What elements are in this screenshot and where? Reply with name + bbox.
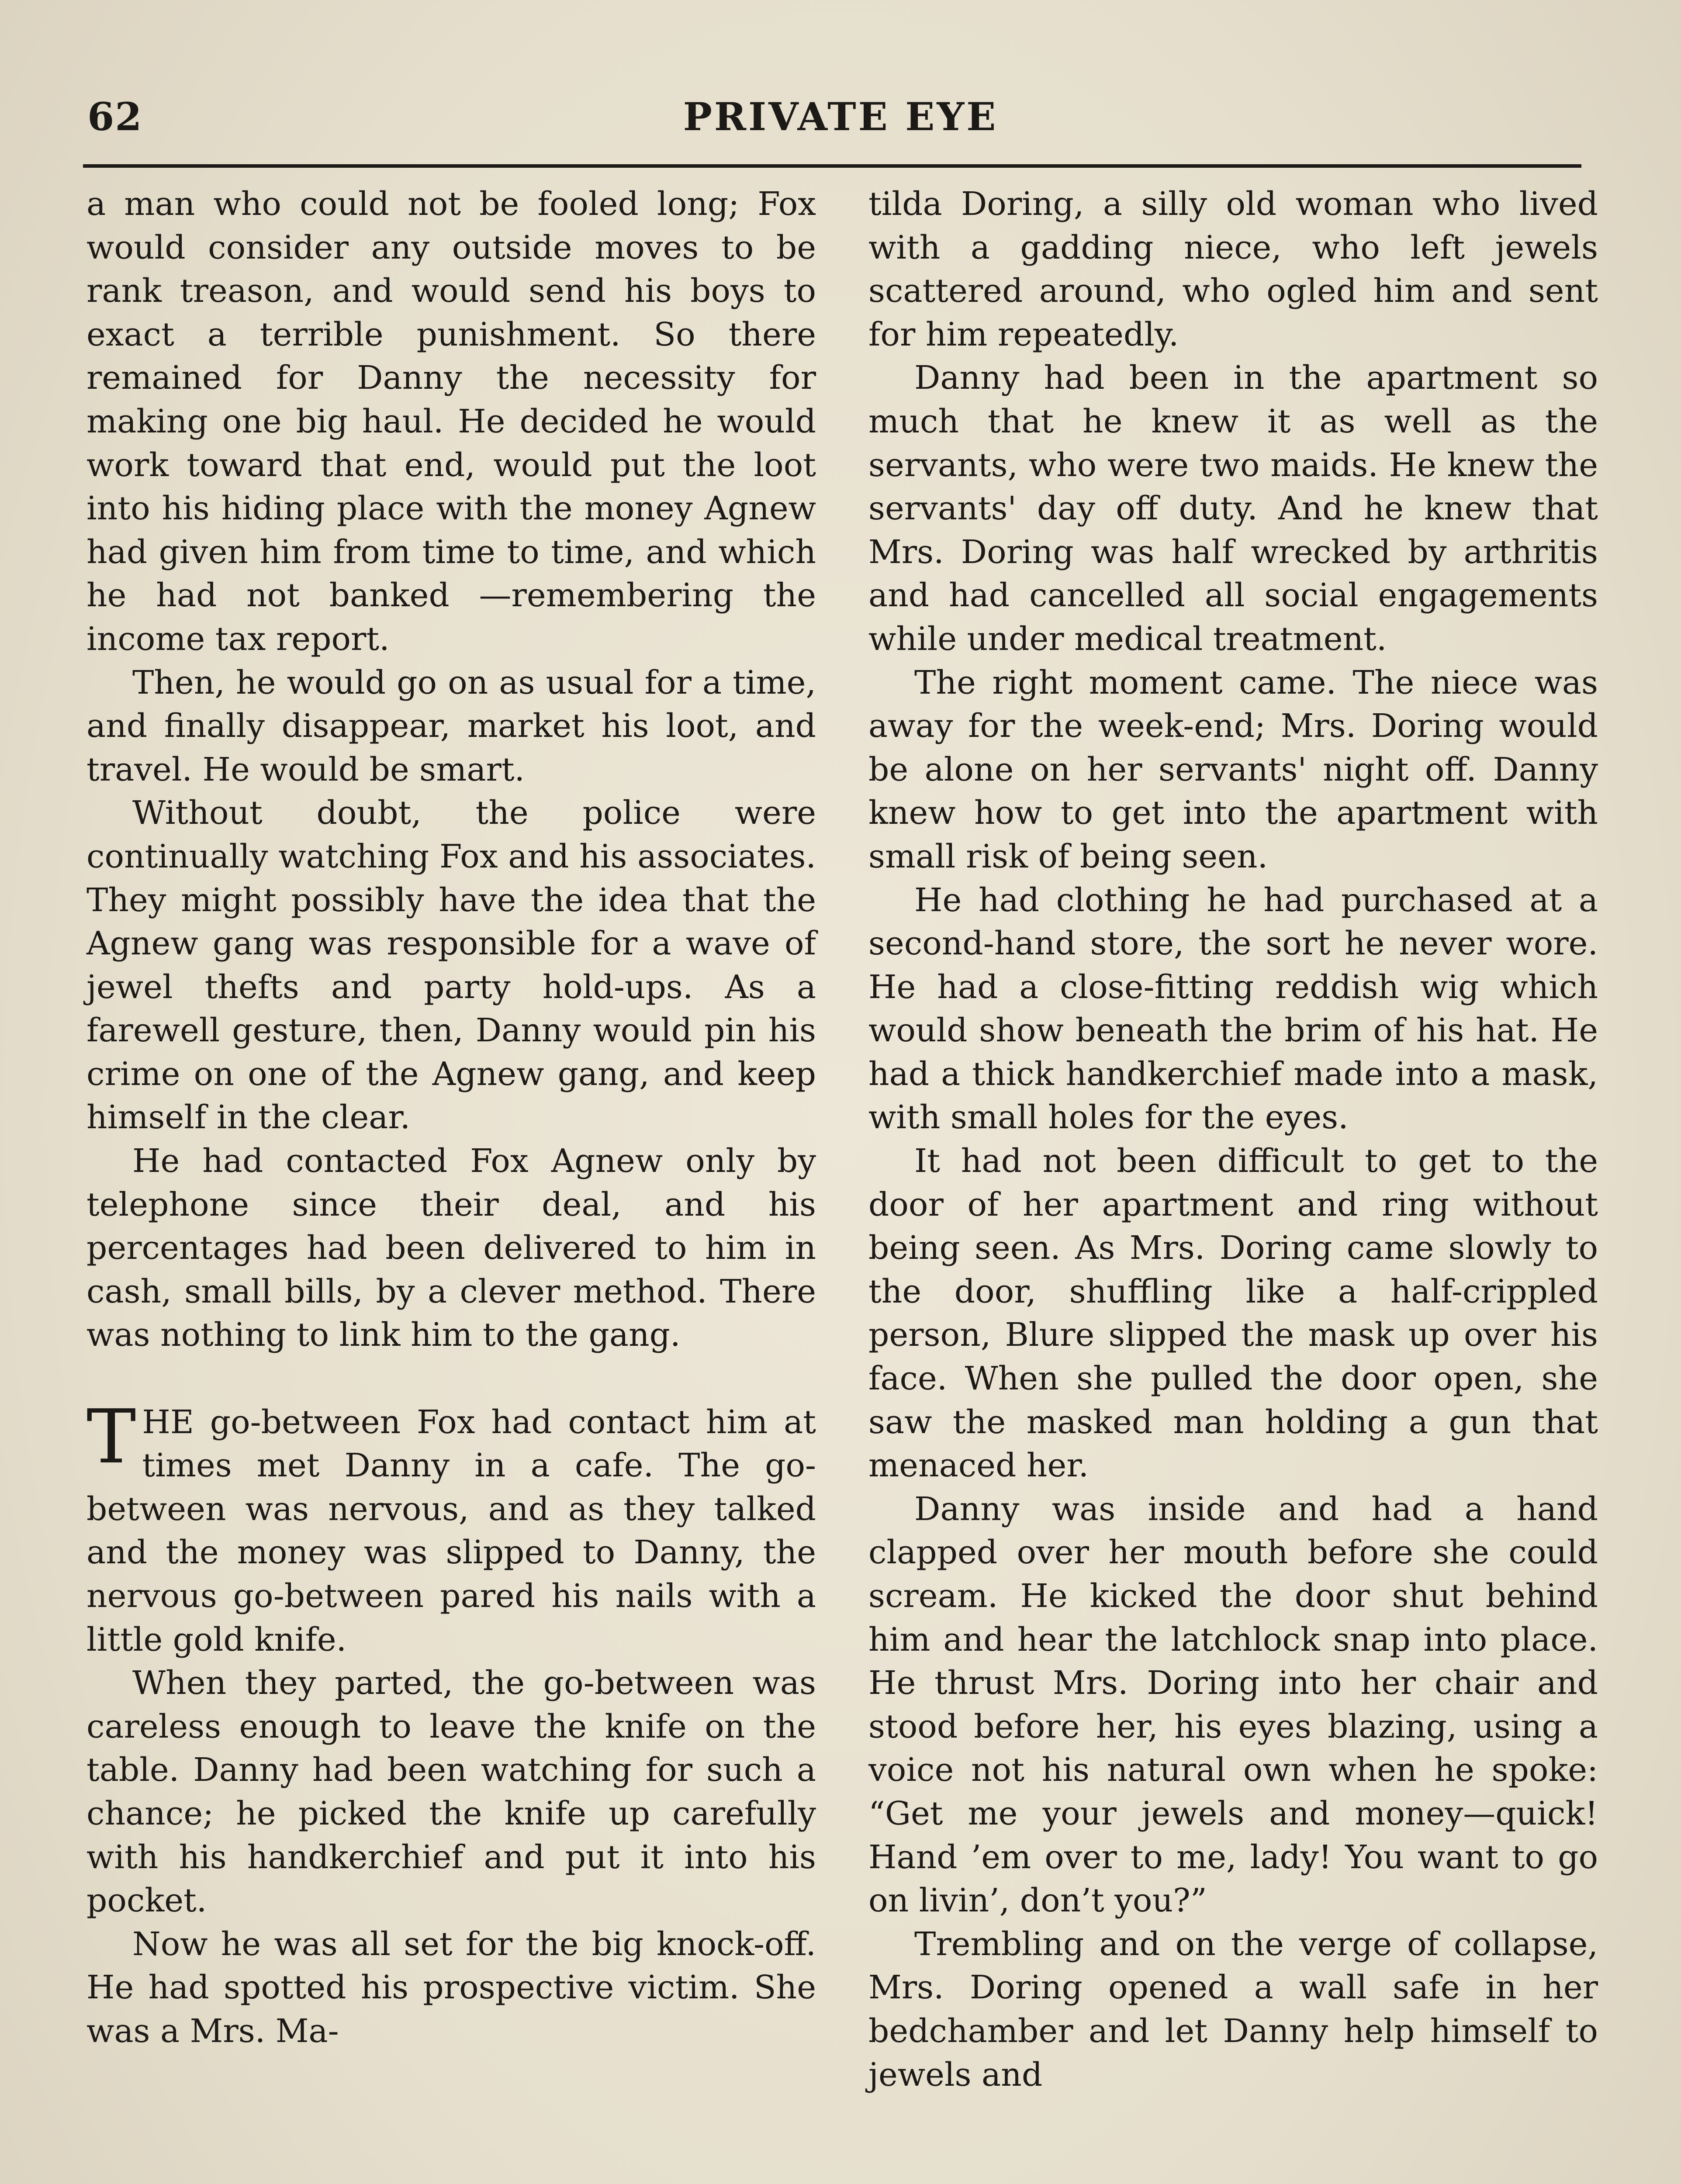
paragraph-text: HE go-between Fox had contact him at times met Danny in a cafe. The go-between was nervous, and as they talked and the money was slipped to Danny, the nervous go-between pared his nails with a little gold knife. [86, 1403, 816, 1659]
paragraph: When they parted, the go-between was careless enough to leave the knife on the table. Danny had been watching for such a chance; he picked the knife up carefully with his handkerchief and put it into his pocket. [86, 1664, 816, 1920]
paragraph: Danny had been in the apartment so much that he knew it as well as the servants, who were two maids. He knew the servants' day off duty. And he knew that Mrs. Doring was half wrecked by arthritis and had cancelled all social engagements while under medical treatment. [868, 359, 1598, 658]
paragraph: Without doubt, the police were continually watching Fox and his associates. They might possibly have the idea that the Agnew gang was responsible for a wave of jewel thefts and party hold-ups. As a farewell gesture, then, Danny would pin his crime on one of the Agnew gang, and keep himself in the clear. [86, 794, 816, 1137]
paragraph: He had contacted Fox Agnew only by telephone since their deal, and his percentages had been delivered to him in cash, small bills, by a clever method. There was nothing to link him to the gang. [86, 1142, 816, 1354]
paragraph: Danny was inside and had a hand clapped over her mouth before she could scream. He kicked the door shut behind him and hear the latchlock snap into place. He thrust Mrs. Doring into her chair and stood before her, his eyes blazing, using a voice not his natural own when he spoke: “Get me your jewels and money—quick! Hand ’em over to me, lady! You want to go on livin’, don’t you?” [868, 1490, 1598, 1920]
paragraph: tilda Doring, a silly old woman who lived with a gadding niece, who left jewels scattered around, who ogled him and sent for him repeatedly. [868, 185, 1598, 353]
drop-cap: T [86, 1393, 136, 1480]
right-column [868, 183, 1598, 2097]
page-number: 62 [87, 94, 143, 139]
paragraph: He had clothing he had purchased at a second-hand store, the sort he never wore. He had a close-fitting reddish wig which would show beneath the brim of his hat. He had a thick handkerchief made into a mask, with small holes for the eyes. [868, 881, 1598, 1137]
section-start-paragraph [86, 1393, 816, 1662]
header-rule [83, 164, 1581, 168]
paragraph: Trembling and on the verge of collapse, Mrs. Doring opened a wall safe in her bedchamber and let Danny help himself to jewels and [868, 1925, 1598, 2094]
running-title: PRIVATE EYE [683, 94, 998, 139]
left-column [86, 183, 816, 2053]
paragraph: The right moment came. The niece was away for the week-end; Mrs. Doring would be alone on her servants' night off. Danny knew how to get into the apartment with small risk of being seen. [868, 663, 1598, 875]
paragraph: It had not been difficult to get to the door of her apartment and ring without being seen. As Mrs. Doring came slowly to the door, shuffling like a half-crippled person, Blure slipped the mask up over his face. When she pulled the door open, she saw the masked man holding a gun that menaced her. [868, 1142, 1598, 1485]
paragraph: Now he was all set for the big knock-off. He had spotted his prospective victim. She was a Mrs. Ma- [86, 1925, 816, 2050]
paragraph: a man who could not be fooled long; Fox would consider any outside moves to be rank treason, and would send his boys to exact a terrible punishment. So there remained for Danny the necessity for making one big haul. He decided he would work toward that end, would put the loot into his hiding place with the money Agnew had given him from time to time, and which he had not banked —remembering the income tax report. [86, 185, 816, 658]
paragraph: Then, he would go on as usual for a time, and finally disappear, market his loot, and travel. He would be smart. [86, 663, 816, 788]
